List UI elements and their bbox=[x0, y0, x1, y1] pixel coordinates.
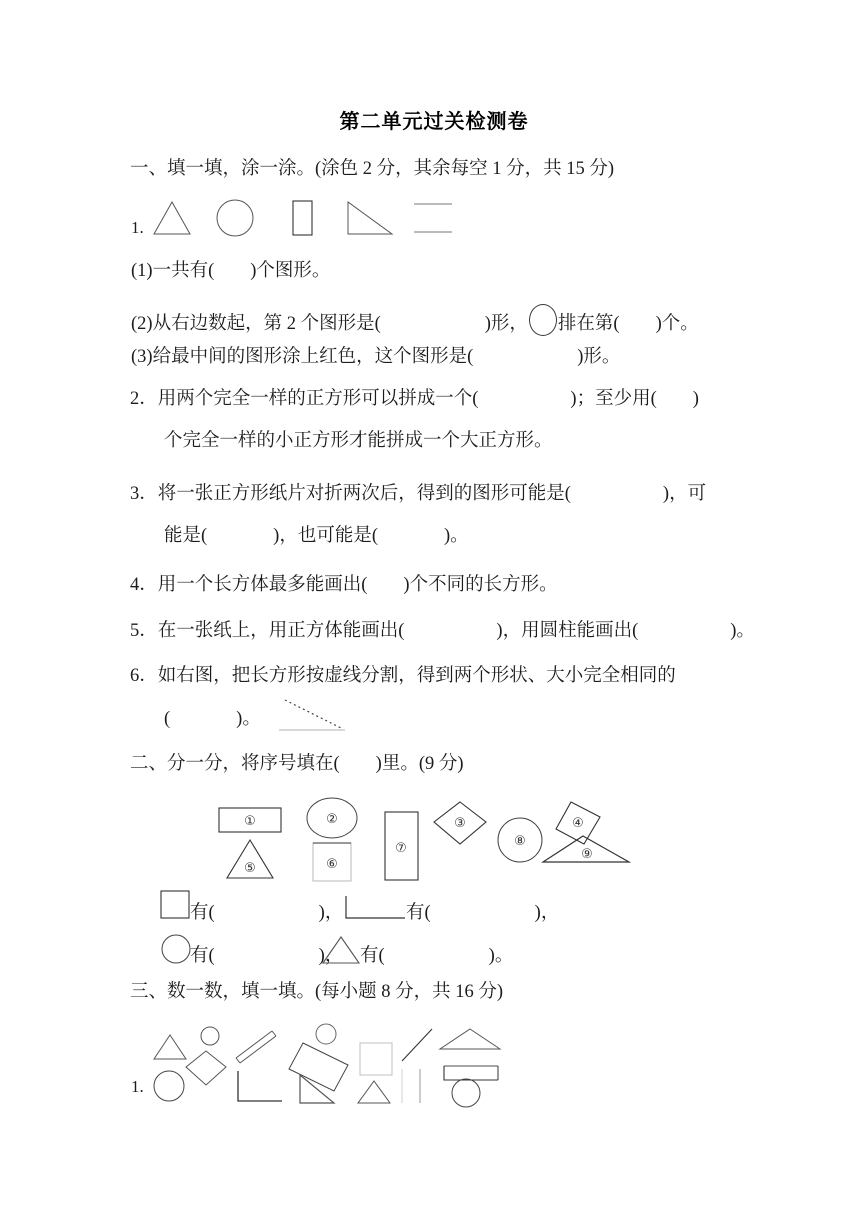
item-1-sub-2-part-a: (2)从右边数起，第 2 个图形是( bbox=[131, 314, 381, 334]
item-2-line-1 bbox=[130, 390, 699, 409]
item-1-number: 1. bbox=[131, 218, 144, 237]
shape-5-triangle bbox=[227, 840, 273, 878]
item-1-sub-2-part-b: )形， bbox=[484, 314, 528, 334]
answer-row-3-text-a: 有( bbox=[190, 946, 215, 966]
mixed-shapes-cluster-figure bbox=[148, 1025, 548, 1105]
svg-text:⑤: ⑤ bbox=[244, 861, 256, 876]
answer-row-4-triangle bbox=[360, 941, 513, 967]
svg-text:⑥: ⑥ bbox=[326, 857, 338, 872]
answer-row-3-text-b: )， bbox=[318, 946, 344, 966]
item-2-line-2: 个完全一样的小正方形才能拼成一个大正方形。 bbox=[164, 431, 553, 451]
item-3-text-b: )，可 bbox=[662, 484, 707, 504]
answer-shape-triangle-icon bbox=[322, 935, 362, 965]
item-6-text-a: ( bbox=[164, 709, 171, 729]
answer-row-1-text-b: )， bbox=[318, 903, 344, 923]
svg-text:④: ④ bbox=[572, 816, 584, 831]
item-2-text-b: )；至少用( bbox=[570, 389, 657, 409]
item-1-sub-3 bbox=[131, 348, 620, 367]
item-1-sub-3-text-before: (3)给最中间的图形涂上红色，这个图形是( bbox=[131, 347, 474, 367]
section-2-heading-a: 二、分一分，将序号填在( bbox=[130, 754, 340, 774]
shape-row-figure bbox=[152, 198, 452, 240]
answer-shape-square-icon bbox=[160, 890, 192, 920]
answer-row-1-text-a: 有( bbox=[190, 903, 215, 923]
shape-3-diamond bbox=[434, 802, 486, 844]
shape-6-square bbox=[313, 843, 351, 881]
item-1-sub-1-text-after: )个图形。 bbox=[250, 261, 331, 281]
item-1-sub-2 bbox=[131, 304, 699, 336]
item-5-text-c: )。 bbox=[730, 621, 755, 641]
svg-text:③: ③ bbox=[454, 816, 466, 831]
answer-row-3-circle bbox=[190, 941, 343, 967]
item-1-sub-3-text-after: )形。 bbox=[577, 347, 621, 367]
svg-text:⑧: ⑧ bbox=[514, 834, 526, 849]
dashed-split-triangle-figure bbox=[277, 698, 367, 734]
item-2-text-c: ) bbox=[692, 389, 699, 409]
svg-text:①: ① bbox=[244, 814, 256, 829]
item-3-line-2 bbox=[164, 527, 469, 546]
item-2-text-a: 2．用两个完全一样的正方形可以拼成一个( bbox=[130, 389, 479, 409]
section-2-heading-b: )里。(9 分) bbox=[375, 754, 464, 774]
page-title: 第二单元过关检测卷 bbox=[339, 109, 529, 133]
item-6-text-b: )。 bbox=[236, 709, 261, 729]
svg-text:⑦: ⑦ bbox=[395, 841, 407, 856]
section-3-item-1-number: 1. bbox=[131, 1077, 144, 1096]
item-3-line-1 bbox=[130, 485, 706, 504]
item-3-text-d: )，也可能是( bbox=[273, 526, 378, 546]
svg-text:②: ② bbox=[326, 812, 338, 827]
item-6-line-2 bbox=[164, 710, 261, 729]
shape-8-circle bbox=[498, 818, 542, 862]
shape-4-tilted-square bbox=[556, 802, 600, 844]
section-1-heading: 一、填一填，涂一涂。(涂色 2 分，其余每空 1 分，共 15 分) bbox=[130, 159, 615, 179]
answer-row-4-text-b: )。 bbox=[488, 946, 514, 966]
item-5-line-1 bbox=[130, 622, 755, 641]
item-5-text-b: )，用圆柱能画出( bbox=[496, 621, 639, 641]
item-4-line-1 bbox=[130, 576, 558, 595]
item-3-text-a: 3．将一张正方形纸片对折两次后，得到的图形可能是( bbox=[130, 484, 571, 504]
answer-row-2-text-a: 有( bbox=[406, 903, 431, 923]
item-4-text-b: )个不同的长方形。 bbox=[403, 575, 558, 595]
item-4-text-a: 4．用一个长方体最多能画出( bbox=[130, 575, 368, 595]
answer-row-2-text-b: )， bbox=[534, 903, 560, 923]
svg-text:⑨: ⑨ bbox=[581, 847, 593, 862]
item-1-sub-2-part-d: )个。 bbox=[655, 314, 699, 334]
shape-2-oval bbox=[307, 798, 357, 838]
numbered-shapes-figure bbox=[215, 800, 635, 890]
answer-row-1-square bbox=[190, 898, 343, 924]
circle-icon bbox=[529, 304, 557, 336]
item-1-sub-2-part-c: 排在第( bbox=[557, 314, 620, 334]
answer-shape-circle-icon bbox=[160, 933, 194, 965]
answer-row-2-rectangle bbox=[406, 898, 559, 924]
section-2-heading bbox=[130, 755, 464, 774]
item-1-sub-1 bbox=[131, 262, 330, 281]
item-3-text-c: 能是( bbox=[164, 526, 208, 546]
answer-shape-long-rectangle-icon bbox=[345, 895, 407, 921]
item-1-sub-1-text-before: (1)一共有( bbox=[131, 261, 215, 281]
item-3-text-e: )。 bbox=[444, 526, 469, 546]
answer-row-4-text-a: 有( bbox=[360, 946, 385, 966]
item-6-line-1: 6．如右图，把长方形按虚线分割，得到两个形状、大小完全相同的 bbox=[130, 666, 676, 686]
shape-7-tall-rectangle bbox=[385, 812, 418, 880]
item-5-text-a: 5．在一张纸上，用正方体能画出( bbox=[130, 621, 405, 641]
section-3-heading: 三、数一数，填一填。(每小题 8 分，共 16 分) bbox=[130, 982, 504, 1002]
shape-1-rectangle bbox=[219, 808, 281, 832]
